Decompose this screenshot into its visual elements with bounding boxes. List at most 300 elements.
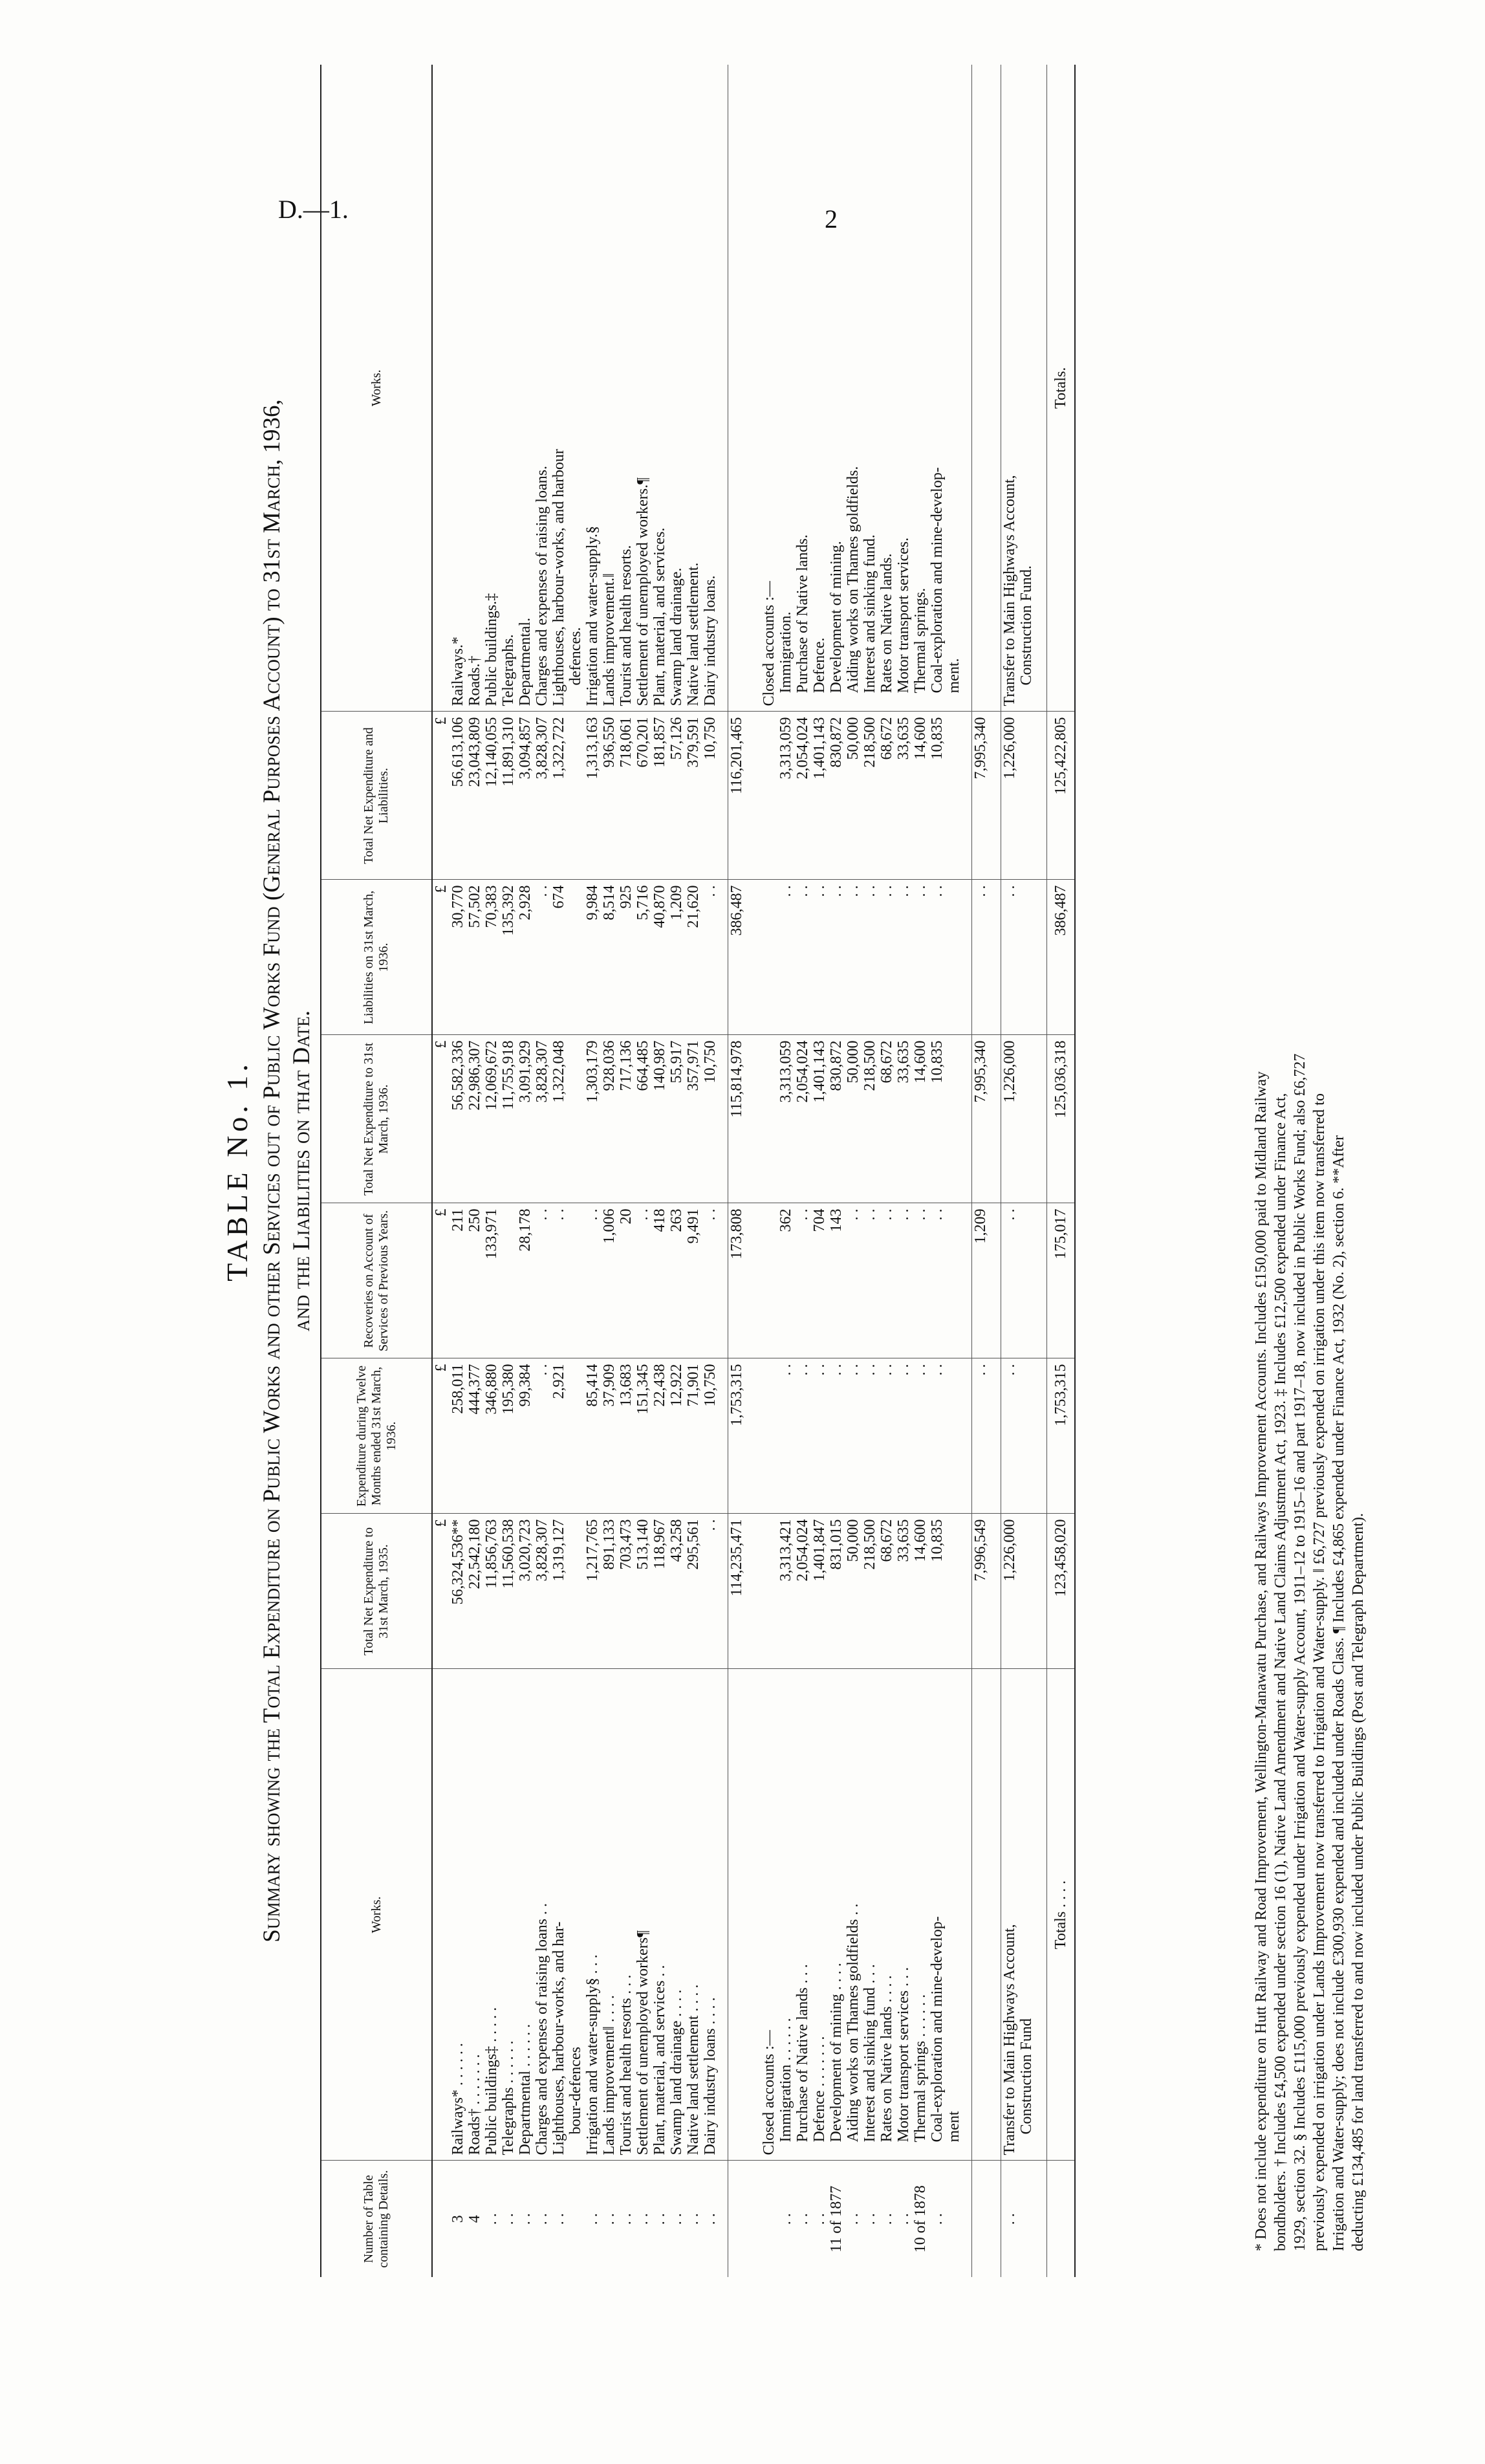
cell-b: . . [828, 1358, 845, 1514]
cell-n: . . [1001, 2161, 1019, 2277]
cell-a: 50,000 [845, 1514, 862, 1669]
cell-b: . . [862, 1358, 878, 1514]
cell-e: . . [1001, 880, 1019, 1035]
cell-c [946, 1203, 962, 1358]
table-row [634, 65, 651, 2277]
table-row [450, 65, 466, 2277]
cell-c: 1,006 [601, 1203, 618, 1358]
cell-f: 11,891,310 [500, 712, 517, 880]
cell-c [1018, 1203, 1035, 1358]
table-row [895, 65, 912, 2277]
cell-b: 71,901 [685, 1358, 702, 1514]
cell-e: 2,928 [517, 880, 534, 1035]
cell-c: . . [929, 1203, 946, 1358]
cell-w: Defence . . . . . . . [811, 1669, 828, 2161]
cell-f: 116,201,465 [728, 712, 746, 880]
cell-f: 3,094,857 [517, 712, 534, 880]
cell-f: 50,000 [845, 712, 862, 880]
cell-n: . . [702, 2161, 719, 2277]
cell-w [972, 1669, 990, 2161]
cell-f: 56,613,106 [450, 712, 466, 880]
cell-w2: Development of mining. [828, 541, 845, 693]
cell-w2: Lands improvement.‖ [601, 573, 618, 706]
cell-a [567, 1514, 584, 1669]
totals-row [1047, 65, 1076, 2277]
cell-n [761, 2161, 777, 2277]
table-row [601, 65, 618, 2277]
cell-e: . . [895, 880, 912, 1035]
cell-e: . . [794, 880, 811, 1035]
cell-d [567, 1035, 584, 1203]
cell-a: 703,473 [618, 1514, 634, 1669]
cell-c: . . [912, 1203, 929, 1358]
cell-d: £ [432, 1035, 450, 1203]
cell-c: . . [878, 1203, 895, 1358]
cell-b [946, 1358, 962, 1514]
cell-w2 [972, 65, 990, 712]
cell-e: 8,514 [601, 880, 618, 1035]
cell-a: 1,217,765 [584, 1514, 601, 1669]
table-row [500, 65, 517, 2277]
table-row [432, 65, 450, 2277]
spacer-row [719, 65, 728, 2277]
cell-d: 14,600 [912, 1035, 929, 1203]
cell-w: Closed accounts :— [761, 1669, 777, 2161]
cell-w: bour-defences [567, 1669, 584, 2161]
table-row [912, 65, 929, 2277]
cell-b: 1,753,315 [728, 1358, 746, 1514]
cell-a: 11,560,538 [500, 1514, 517, 1669]
cell-a: 3,020,723 [517, 1514, 534, 1669]
cell-w2: Interest and sinking fund. [862, 534, 878, 693]
footnote-line: Irrigation and Water-supply; does not include £300,930 expended and included under Roads Class. ¶ Includes £4,865 expended under Finance Act, 1932 (No. 2), section 6. **After [1330, 1135, 1347, 2251]
cell-w2: Construction Fund. [1018, 565, 1035, 686]
expenditure-table [320, 65, 1076, 2277]
cell-e: . . [929, 880, 946, 1035]
cell-a: 1,401,847 [811, 1514, 828, 1669]
cell-d: 50,000 [845, 1035, 862, 1203]
cell-w: Dairy industry loans . . . . [702, 1669, 719, 2161]
table-row [517, 65, 534, 2277]
cell-f: 33,635 [895, 712, 912, 880]
rotated-table-block [220, 65, 1449, 2277]
cell-e: . . [702, 880, 719, 1035]
cell-b: £ [432, 1358, 450, 1514]
col-number: Number of Table containing Details. [321, 2161, 432, 2277]
cell-a: 14,600 [912, 1514, 929, 1669]
cell-n: 10 of 1878 [912, 2161, 929, 2277]
cell-b: . . [811, 1358, 828, 1514]
cell-a: 891,133 [601, 1514, 618, 1669]
cell-a: 118,967 [651, 1514, 668, 1669]
table-row [862, 65, 878, 2277]
cell-c: . . [895, 1203, 912, 1358]
cell-w2: Railways.* [450, 637, 466, 706]
cell-w2 [728, 65, 746, 712]
cell-d: 33,635 [895, 1035, 912, 1203]
cell-n [432, 2161, 450, 2277]
cell-w: Native land settlement . . . . [685, 1669, 702, 2161]
cell-e: 135,392 [500, 880, 517, 1035]
col-total-1935: Total Net Expenditure to 31st March, 1935. [321, 1514, 432, 1669]
cell-f [1018, 712, 1035, 880]
cell-f: 125,422,805 [1047, 712, 1076, 880]
cell-d: 7,995,340 [972, 1035, 990, 1203]
cell-b: . . [929, 1358, 946, 1514]
cell-w: Plant, material, and services . . [651, 1669, 668, 2161]
cell-a: 22,542,180 [466, 1514, 483, 1669]
cell-b: . . [912, 1358, 929, 1514]
cell-c: 175,017 [1047, 1203, 1076, 1358]
footnote-line: deducting £134,485 for land transferred to and now included under Public Buildings (Post and Telegraph Department). [1350, 1513, 1367, 2251]
cell-n: . . [794, 2161, 811, 2277]
cell-d: 928,036 [601, 1035, 618, 1203]
cell-b: 195,380 [500, 1358, 517, 1514]
table-row [534, 65, 550, 2277]
cell-e [1018, 880, 1035, 1035]
cell-c: £ [432, 1203, 450, 1358]
cell-e: 674 [550, 880, 567, 1035]
cell-f: 718,061 [618, 712, 634, 880]
cell-b: 346,880 [483, 1358, 500, 1514]
cell-f: 936,550 [601, 712, 618, 880]
cell-w: Construction Fund [1018, 1669, 1035, 2161]
cell-n: . . [651, 2161, 668, 2277]
cell-d: 125,036,318 [1047, 1035, 1076, 1203]
table-row [466, 65, 483, 2277]
cell-w: Thermal springs . . . . . . [912, 1669, 929, 2161]
cell-n [1018, 2161, 1035, 2277]
cell-c: . . [794, 1203, 811, 1358]
footnote-line: previously expended on irrigation under Lands Improvement now transferred to Irrigation and Water-supply. ‖ £6,727 previously expended on irrigation under this item now transferred to [1311, 1093, 1328, 2251]
table-subtitle-line2: and the Liabilities on that Date. [288, 1010, 315, 1332]
cell-n: 11 of 1877 [828, 2161, 845, 2277]
cell-w: Interest and sinking fund . . . [862, 1669, 878, 2161]
cell-d: 10,835 [929, 1035, 946, 1203]
cell-b: . . [794, 1358, 811, 1514]
cell-f: 1,226,000 [1001, 712, 1019, 880]
cell-d: 717,136 [618, 1035, 634, 1203]
cell-d: 68,672 [878, 1035, 895, 1203]
cell-n: 4 [466, 2161, 483, 2277]
cell-a: £ [432, 1514, 450, 1669]
table-row [567, 65, 584, 2277]
cell-a: 218,500 [862, 1514, 878, 1669]
col-works-right: Works. [321, 65, 432, 712]
cell-w [432, 1669, 450, 2161]
table-row [878, 65, 895, 2277]
cell-b [761, 1358, 777, 1514]
cell-b [567, 1358, 584, 1514]
cell-f: 12,140,055 [483, 712, 500, 880]
footnote-line: * Does not include expenditure on Hutt Railway and Road Improvement, Wellington-Manawatu Purchase, and Railways Improvement Accounts. Includes £150,000 paid to Midland Railway [1253, 1071, 1270, 2251]
cell-e [946, 880, 962, 1035]
cell-d: 55,917 [668, 1035, 685, 1203]
cell-e: 5,716 [634, 880, 651, 1035]
cell-f: 23,043,809 [466, 712, 483, 880]
cell-c: . . [862, 1203, 878, 1358]
table-row [651, 65, 668, 2277]
cell-d: 12,069,672 [483, 1035, 500, 1203]
cell-w2: Closed accounts :— [761, 581, 777, 706]
cell-e: . . [878, 880, 895, 1035]
cell-w2: Public buildings.‡ [483, 593, 500, 706]
cell-c: 143 [828, 1203, 845, 1358]
cell-a: 43,258 [668, 1514, 685, 1669]
cell-d: 664,485 [634, 1035, 651, 1203]
cell-n: 3 [450, 2161, 466, 2277]
cell-w: Coal-exploration and mine-develop- [929, 1669, 946, 2161]
cell-d: 140,987 [651, 1035, 668, 1203]
cell-w: Tourist and health resorts . . . [618, 1669, 634, 2161]
cell-e: 925 [618, 880, 634, 1035]
cell-d: 22,986,307 [466, 1035, 483, 1203]
cell-c: 211 [450, 1203, 466, 1358]
cell-b: . . [1001, 1358, 1019, 1514]
cell-n: . . [500, 2161, 517, 2277]
cell-b [1018, 1358, 1035, 1514]
cell-f: 1,322,722 [550, 712, 567, 880]
cell-b: 258,011 [450, 1358, 466, 1514]
closed-accounts-heading [761, 65, 777, 2277]
cell-w: Swamp land drainage . . . . [668, 1669, 685, 2161]
cell-e: . . [862, 880, 878, 1035]
cell-a [946, 1514, 962, 1669]
cell-b: . . [972, 1358, 990, 1514]
cell-n: . . [777, 2161, 794, 2277]
cell-c: . . [584, 1203, 601, 1358]
cell-f: 14,600 [912, 712, 929, 880]
cell-w: ment [946, 1669, 962, 2161]
cell-w: Charges and expenses of raising loans . . [534, 1669, 550, 2161]
table-row [685, 65, 702, 2277]
cell-d: 3,091,929 [517, 1035, 534, 1203]
cell-w: Irrigation and water-supply§ . . . [584, 1669, 601, 2161]
cell-w: Transfer to Main Highways Account, [1001, 1669, 1019, 2161]
cell-c: . . [634, 1203, 651, 1358]
cell-d: 1,401,143 [811, 1035, 828, 1203]
cell-w2: Aiding works on Thames goldfields. [845, 466, 862, 693]
cell-a: 3,313,421 [777, 1514, 794, 1669]
cell-n: . . [517, 2161, 534, 2277]
cell-a: . . [702, 1514, 719, 1669]
cell-n: . . [601, 2161, 618, 2277]
cell-a: 11,856,763 [483, 1514, 500, 1669]
cell-n [567, 2161, 584, 2277]
table-row [584, 65, 601, 2277]
cell-f: 830,872 [828, 712, 845, 880]
table-row [828, 65, 845, 2277]
cell-c: . . [534, 1203, 550, 1358]
cell-d: 1,226,000 [1001, 1035, 1019, 1203]
cell-w2: Telegraphs. [500, 634, 517, 706]
cell-f: 2,054,024 [794, 712, 811, 880]
transfer-row [1001, 65, 1019, 2277]
cell-f: 218,500 [862, 712, 878, 880]
page-number: 2 [825, 204, 838, 234]
cell-c: 250 [466, 1203, 483, 1358]
cell-w: Railways* . . . . . . [450, 1669, 466, 2161]
cell-b: 22,438 [651, 1358, 668, 1514]
cell-w: Departmental . . . . . . [517, 1669, 534, 2161]
cell-f [567, 712, 584, 880]
cell-w2: Settlement of unemployed workers.¶ [634, 477, 651, 706]
spacer-row [962, 65, 972, 2277]
page-header-left: D.—1. [278, 195, 349, 224]
cell-n: . . [878, 2161, 895, 2277]
table-row [845, 65, 862, 2277]
cell-w2: Rates on Native lands. [878, 553, 895, 693]
cell-w2: Totals. [1047, 65, 1076, 712]
cell-e: . . [811, 880, 828, 1035]
cell-d: 218,500 [862, 1035, 878, 1203]
cell-e [761, 880, 777, 1035]
cell-e: £ [432, 880, 450, 1035]
cell-w2: Defence. [811, 637, 828, 693]
cell-w2: Purchase of Native lands. [794, 534, 811, 693]
cell-b: 13,683 [618, 1358, 634, 1514]
cell-c: 28,178 [517, 1203, 534, 1358]
cell-w: Totals . . . . [1047, 1669, 1076, 2161]
cell-e: 57,502 [466, 880, 483, 1035]
cell-w2: Native land settlement. [685, 562, 702, 706]
cell-c: 133,971 [483, 1203, 500, 1358]
cell-c: . . [550, 1203, 567, 1358]
cell-a: 114,235,471 [728, 1514, 746, 1669]
cell-a: 33,635 [895, 1514, 912, 1669]
cell-a: 7,996,549 [972, 1514, 990, 1669]
table-row [483, 65, 500, 2277]
cell-w: Aiding works on Thames goldfields . . [845, 1669, 862, 2161]
cell-c: 263 [668, 1203, 685, 1358]
cell-b: 10,750 [702, 1358, 719, 1514]
cell-n: . . [929, 2161, 946, 2277]
table-title: TABLE No. 1. [221, 1060, 254, 1281]
cell-w: Roads† . . . . . . . [466, 1669, 483, 2161]
cell-a: 1,319,127 [550, 1514, 567, 1669]
cell-f: 3,828,307 [534, 712, 550, 880]
cell-b: . . [878, 1358, 895, 1514]
cell-f: 181,857 [651, 712, 668, 880]
cell-w2: Dairy industry loans. [702, 575, 719, 706]
footnote-line: 1929, section 32. § Includes £115,000 previously expended under Irrigation and Water-supply Account, 1911–12 to 1915–16 and part 1917–18, now included in Public Works Fund; also £6,727 [1292, 1053, 1308, 2251]
cell-w: Rates on Native lands . . . . [878, 1669, 895, 2161]
table-row [794, 65, 811, 2277]
table-body [432, 65, 1075, 2277]
cell-n: . . [534, 2161, 550, 2277]
cell-w2: Irrigation and water-supply.§ [584, 525, 601, 706]
cell-d: 1,322,048 [550, 1035, 567, 1203]
cell-e: 1,209 [668, 880, 685, 1035]
table-row [929, 65, 946, 2277]
footnote-line: bondholders. † Includes £4,500 expended under section 16 (1), Native Land Amendment and Native Land Claims Adjustment Act, 1923. ‡ Includes £12,500 expended under Finance Act, [1272, 1093, 1289, 2251]
cell-w2: Charges and expenses of raising loans. [534, 466, 550, 706]
cell-n [972, 2161, 990, 2277]
cell-d: 1,303,179 [584, 1035, 601, 1203]
cell-n: . . [584, 2161, 601, 2277]
cell-n: . . [811, 2161, 828, 2277]
cell-a: 831,015 [828, 1514, 845, 1669]
cell-n [728, 2161, 746, 2277]
cell-w: Motor transport services . . . [895, 1669, 912, 2161]
cell-a: 513,140 [634, 1514, 651, 1669]
cell-c: 9,491 [685, 1203, 702, 1358]
spacer-row [1035, 65, 1047, 2277]
cell-c: 704 [811, 1203, 828, 1358]
cell-w: Public buildings‡ . . . . . [483, 1669, 500, 2161]
cell-c: . . [702, 1203, 719, 1358]
cell-w2: Motor transport services. [895, 537, 912, 693]
cell-b: 85,414 [584, 1358, 601, 1514]
cell-a: 123,458,020 [1047, 1514, 1076, 1669]
cell-w2: Thermal springs. [912, 587, 929, 693]
cell-d: 11,755,918 [500, 1035, 517, 1203]
cell-w: Telegraphs . . . . . . [500, 1669, 517, 2161]
cell-b: 99,384 [517, 1358, 534, 1514]
cell-w2: Roads.† [466, 655, 483, 706]
cell-a: 3,828,307 [534, 1514, 550, 1669]
cell-d [946, 1035, 962, 1203]
cell-n [946, 2161, 962, 2277]
cell-e: 30,770 [450, 880, 466, 1035]
cell-f: 10,835 [929, 712, 946, 880]
cell-w: Lands improvement‖ . . . . [601, 1669, 618, 2161]
cell-b: . . [777, 1358, 794, 1514]
cell-b: . . [845, 1358, 862, 1514]
col-recoveries: Recoveries on Account of Services of Previous Years. [321, 1203, 432, 1358]
cell-c [567, 1203, 584, 1358]
cell-e: . . [534, 880, 550, 1035]
cell-n: . . [685, 2161, 702, 2277]
cell-w2: Transfer to Main Highways Account, [1001, 65, 1019, 712]
cell-w2 [432, 65, 450, 712]
cell-f: 379,591 [685, 712, 702, 880]
cell-b: . . [895, 1358, 912, 1514]
cell-f: 10,750 [702, 712, 719, 880]
cell-e: . . [845, 880, 862, 1035]
cell-w: Settlement of unemployed workers¶ [634, 1669, 651, 2161]
cell-c: 173,808 [728, 1203, 746, 1358]
cell-w: Lighthouses, harbour-works, and har- [550, 1669, 567, 2161]
footnotes [1252, 78, 1368, 2251]
cell-n: . . [845, 2161, 862, 2277]
cell-c: 362 [777, 1203, 794, 1358]
table-subtitle-line1: Summary showing the Total Expenditure on Public Works and other Services out of Public Works Fund (General Purposes Account) to 31st March, 1936, [259, 399, 285, 1943]
cell-w2: ment. [946, 658, 962, 693]
cell-d: 3,313,059 [777, 1035, 794, 1203]
col-total-liabilities: Total Net Expenditure and Liabilities. [321, 712, 432, 880]
cell-d: 357,971 [685, 1035, 702, 1203]
cell-e: . . [912, 880, 929, 1035]
cell-w: Development of mining . . . . [828, 1669, 845, 2161]
table-row [618, 65, 634, 2277]
cell-e: . . [777, 880, 794, 1035]
cell-f: 7,995,340 [972, 712, 990, 880]
cell-w2: Departmental. [517, 617, 534, 706]
cell-w2: Plant, material, and services. [651, 527, 668, 706]
table-header-row [321, 65, 432, 2277]
table-row [550, 65, 567, 2277]
cell-e: 9,984 [584, 880, 601, 1035]
cell-a: 1,226,000 [1001, 1514, 1019, 1669]
cell-n: . . [634, 2161, 651, 2277]
col-works: Works. [321, 1669, 432, 2161]
table-row [811, 65, 828, 2277]
cell-n: . . [895, 2161, 912, 2277]
subtotal-row [728, 65, 746, 2277]
cell-e: 70,383 [483, 880, 500, 1035]
cell-c: . . [1001, 1203, 1019, 1358]
